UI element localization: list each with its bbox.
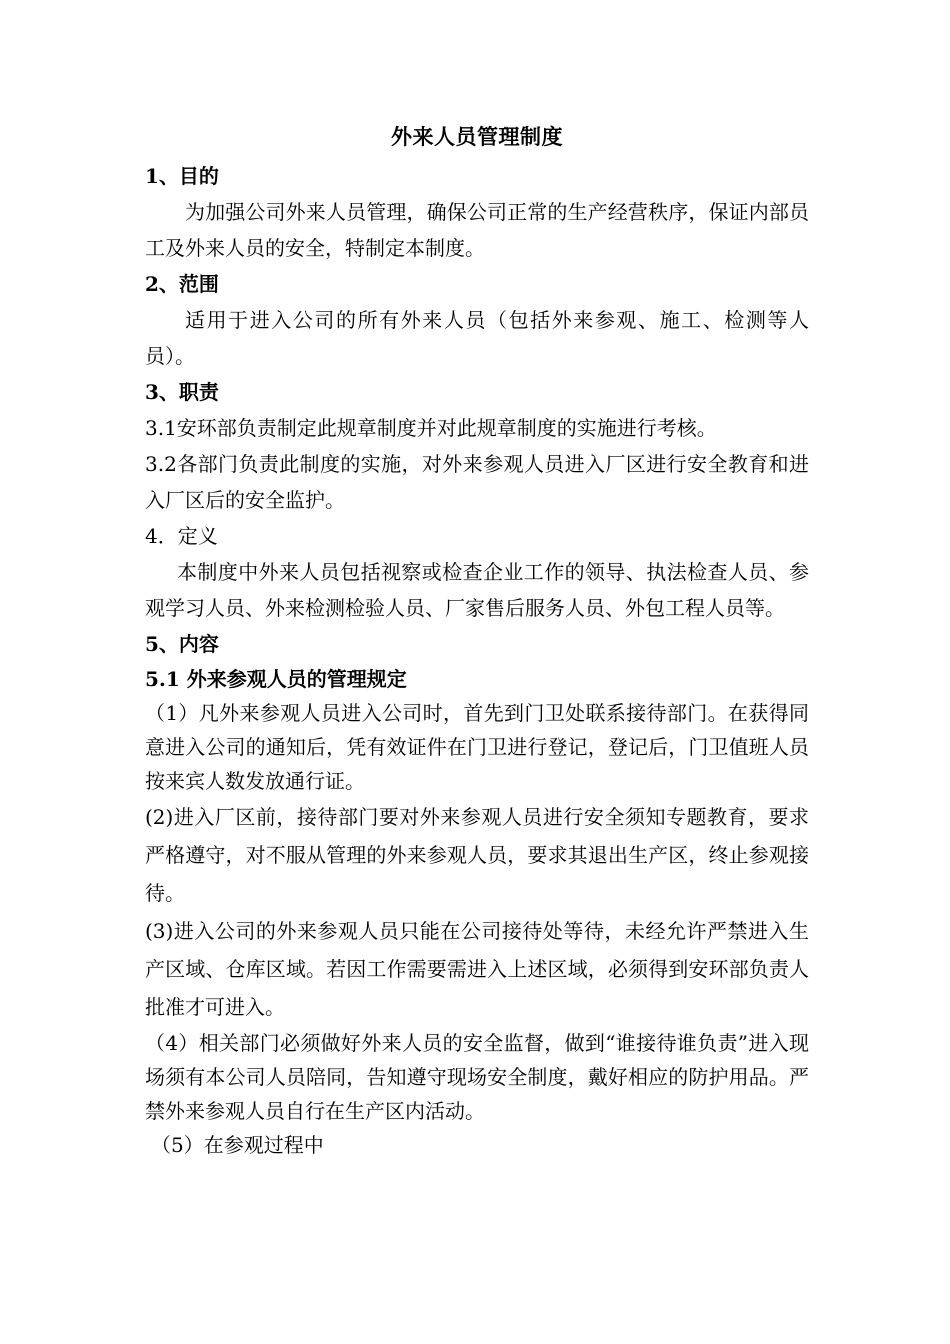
- section-4-heading: 4．定义: [145, 524, 218, 548]
- section-2-text: 适用于进入公司的所有外来人员（包括外来参观、施工、检测等人员）。: [145, 308, 809, 368]
- section-5-1-item-5: （5）在参观过程中: [151, 1133, 324, 1157]
- section-3-2-text: 3.2各部门负责此制度的实施，对外来参观人员进入厂区进行安全教育和进入厂区后的安全监护。: [145, 452, 809, 512]
- section-5-1-item-2: (2)进入厂区前，接待部门要对外来参观人员进行安全须知专题教育，要求严格遵守，对不服从管理的外来参观人员，要求其退出生产区，终止参观接待。: [145, 805, 809, 905]
- section-2-heading: 2、范围: [145, 272, 219, 296]
- section-5-1-heading: 5.1 外来参观人员的管理规定: [145, 667, 407, 691]
- section-3-1-text: 3.1安环部负责制定此规章制度并对此规章制度的实施进行考核。: [145, 416, 717, 440]
- section-5-1-item-3: (3)进入公司的外来参观人员只能在公司接待处等待，未经允许严禁进入生产区域、仓库区域。若因工作需要需进入上述区域，必须得到安环部负责人批准才可进入。: [145, 919, 809, 1019]
- document-body: [145, 122, 809, 1162]
- section-5-1-item-4: （4）相关部门必须做好外来人员的安全监督，做到“谁接待谁负责”进入现场须有本公司人员陪同，告知遵守现场安全制度，戴好相应的防护用品。严禁外来参观人员自行在生产区内活动。: [145, 1031, 809, 1123]
- section-4-text: 本制度中外来人员包括视察或检查企业工作的领导、执法检查人员、参观学习人员、外来检测检验人员、厂家售后服务人员、外包工程人员等。: [145, 560, 809, 620]
- section-5-1-item-1: （1）凡外来参观人员进入公司时，首先到门卫处联系接待部门。在获得同意进入公司的通知后，凭有效证件在门卫进行登记，登记后，门卫值班人员按来宾人数发放通行证。: [145, 701, 809, 793]
- document-title: 外来人员管理制度: [391, 124, 563, 149]
- section-5-heading: 5、内容: [145, 632, 219, 656]
- section-1-text: 为加强公司外来人员管理，确保公司正常的生产经营秩序，保证内部员工及外来人员的安全，特制定本制度。: [145, 200, 809, 260]
- section-3-heading: 3、职责: [145, 380, 219, 404]
- section-1-heading: 1、目的: [145, 164, 219, 188]
